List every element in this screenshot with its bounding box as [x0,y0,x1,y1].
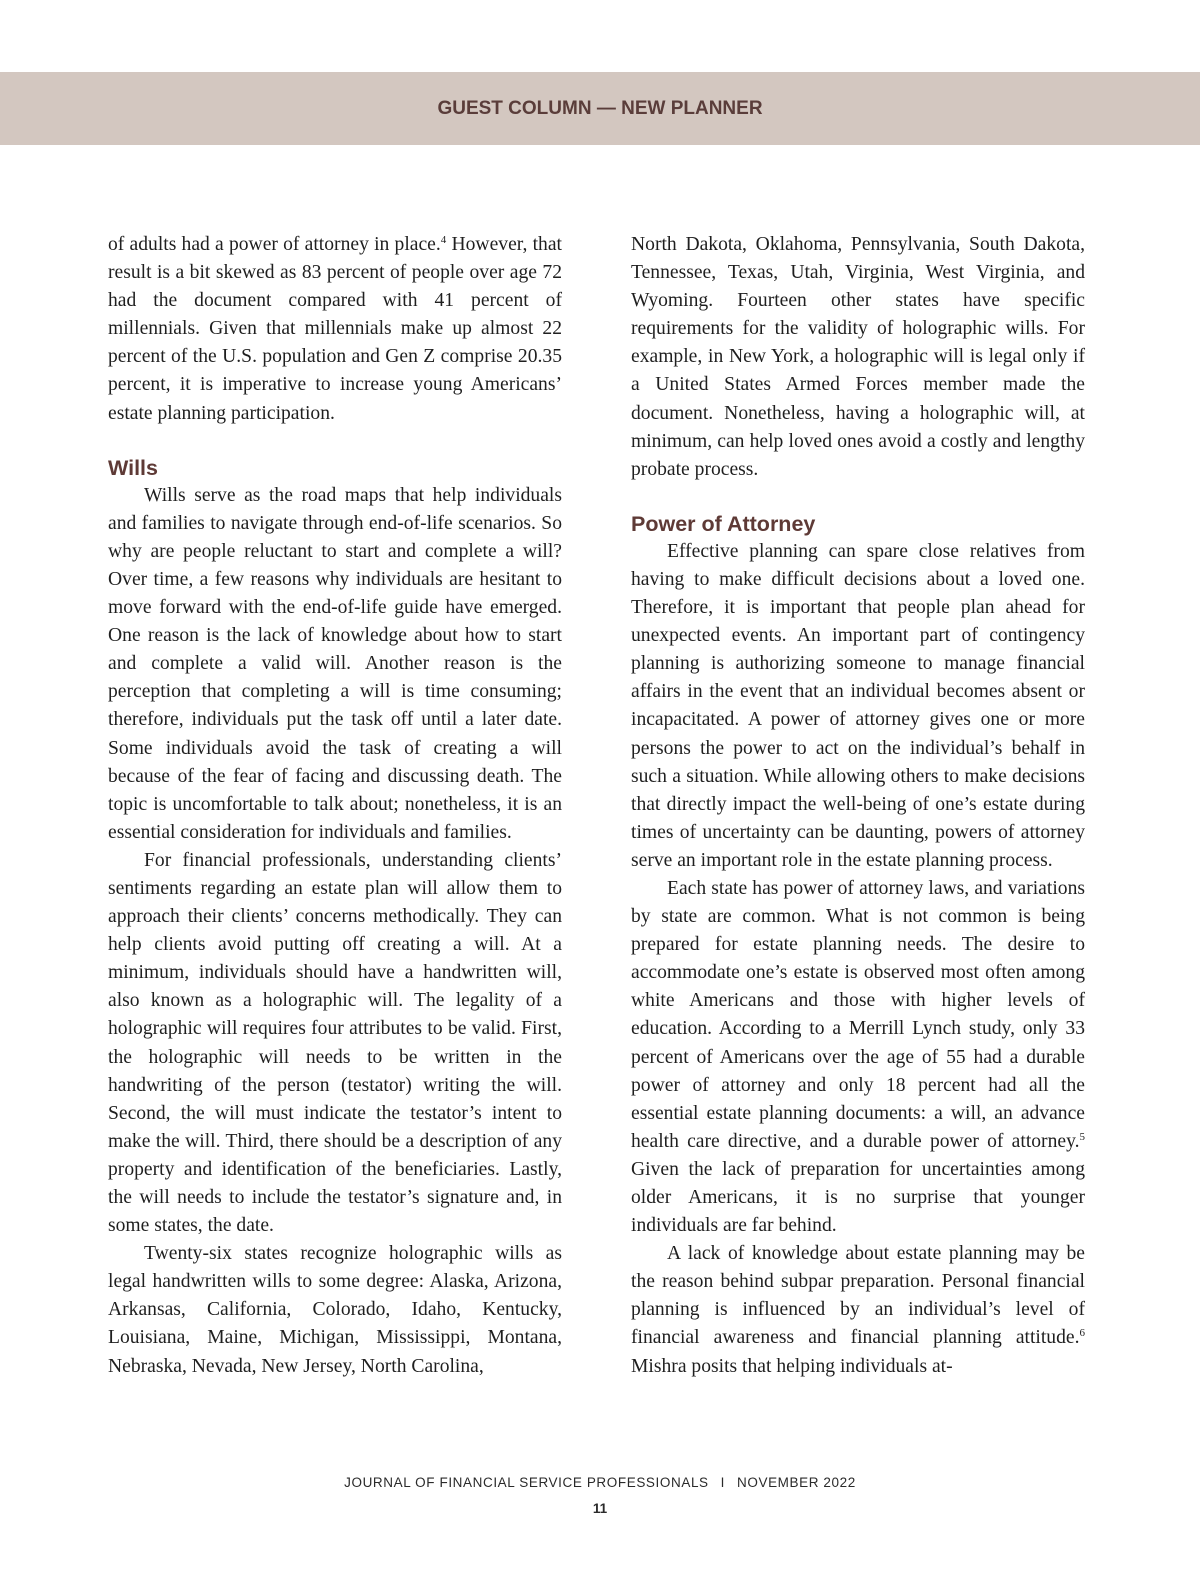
footer-separator: I [720,1475,726,1490]
footer-journal-name: JOURNAL OF FINANCIAL SERVICE PROFESSIONALS [344,1475,709,1490]
footnote-ref-6: 6 [1079,1327,1085,1340]
right-column [631,231,1085,1381]
heading-power-of-attorney: Power of Attorney [631,511,816,536]
paragraph-states-continued: North Dakota, Oklahoma, Pennsylvania, South Dakota, Tennessee, Texas, Utah, Virginia, West Virginia, and Wyoming. Fourteen other states have specific requirements for the validity of holographic wills. For example, in New York, a holographic will is legal only if a United States Armed Forces member made the document. Nonetheless, having a holographic will, at minimum, can help loved ones avoid a costly and lengthy probate process. [631,234,1085,480]
left-column [108,231,562,1381]
paragraph-wills-intro: Wills serve as the road maps that help individuals and families to navigate through end-of-life scenarios. So why are people reluctant to start and complete a will? Over time, a few reasons why individuals are hesitant to move forward with the end-of-life guide have emerged. One reason is the lack of knowledge about how to start and complete a valid will. Another reason is the perception that completing a will is time consuming; therefore, individuals put the task off until a later date. Some individuals avoid the task of creating a will because of the fear of facing and discussing death. The topic is uncomfortable to talk about; nonetheless, it is an essential consideration for individuals and families. [108,484,562,843]
paragraph-text: However, that result is a bit skewed as 83 percent of people over age 72 had the document compared with 41 percent of millennials. Given that millennials make up almost 22 percent of the U.S. population and Gen Z comprise 20.35 percent, it is imperative to increase young Americans’ estate planning participation. [108,234,562,424]
page-number: 11 [592,1501,608,1516]
paragraph-text: A lack of knowledge about estate planning may be the reason behind subpar preparation. Personal financial planning is influenced by an individual’s level of financial awareness and financial planning attitude. [631,1243,1085,1349]
heading-wills: Wills [108,455,158,480]
paragraph-lack-of-knowledge [631,1240,1085,1380]
paragraph-state-laws [631,875,1085,1240]
paragraph-text: Mishra posits that helping individuals at- [631,1355,953,1377]
footer-date: NOVEMBER 2022 [737,1475,856,1490]
paragraph-attorney-stats [108,231,562,428]
paragraph-text: of adults had a power of attorney in place. [108,234,441,255]
footnote-ref-4: 4 [440,234,447,246]
footnote-ref-5: 5 [1079,1130,1085,1143]
paragraph-text: Each state has power of attorney laws, and variations by state are common. What is not common is being prepared for estate planning needs. The desire to accommodate one’s estate is observed most often among white Americans and those with higher levels of education. According to a Merrill Lynch study, only 33 percent of Americans over the age of 55 had a durable power of attorney and only 18 percent had all the essential estate planning documents: a will, an advance health care directive, and a durable power of attorney. [631,877,1085,1152]
paragraph-states-list: Twenty-six states recognize holographic wills as legal handwritten wills to some degree: Alaska, Arizona, Arkansas, California, Colorado, Idaho, Kentucky, Louisiana, Maine, Michigan, Mississippi, Montana, Nebraska, Nevada, New Jersey, North Carolina, [108,1243,562,1377]
footer-journal-line [0,1475,1200,1490]
paragraph-holographic-will: For financial professionals, understanding clients’ sentiments regarding an estate plan will allow them to approach their clients’ concerns methodically. They can help clients avoid putting off creating a will. At a minimum, individuals should have a handwritten will, also known as a holographic will. The legality of a holographic will requires four attributes to be valid. First, the holographic will needs to be written in the handwriting of the person (testator) writing the will. Second, the will must indicate the testator’s intent to make the will. Third, there should be a description of any property and identification of the beneficiaries. Lastly, the will needs to include the testator’s signature and, in some states, the date. [108,849,562,1237]
paragraph-effective-planning: Effective planning can spare close relatives from having to make difficult decisions about a loved one. Therefore, it is important that people plan ahead for unexpected events. An important part of contingency planning is authorizing someone to manage financial affairs in the event that an individual becomes absent or incapacitated. A power of attorney gives one or more persons the power to act on the individual’s behalf in such a situation. While allowing others to make decisions that directly impact the well-being of one’s estate during times of uncertainty can be daunting, powers of attorney serve an important role in the estate planning process. [631,540,1085,871]
section-header-title: GUEST COLUMN — NEW PLANNER [437,98,763,119]
paragraph-text: Given the lack of preparation for uncertainties among older Americans, it is no surprise that younger individuals are far behind. [631,1158,1085,1237]
